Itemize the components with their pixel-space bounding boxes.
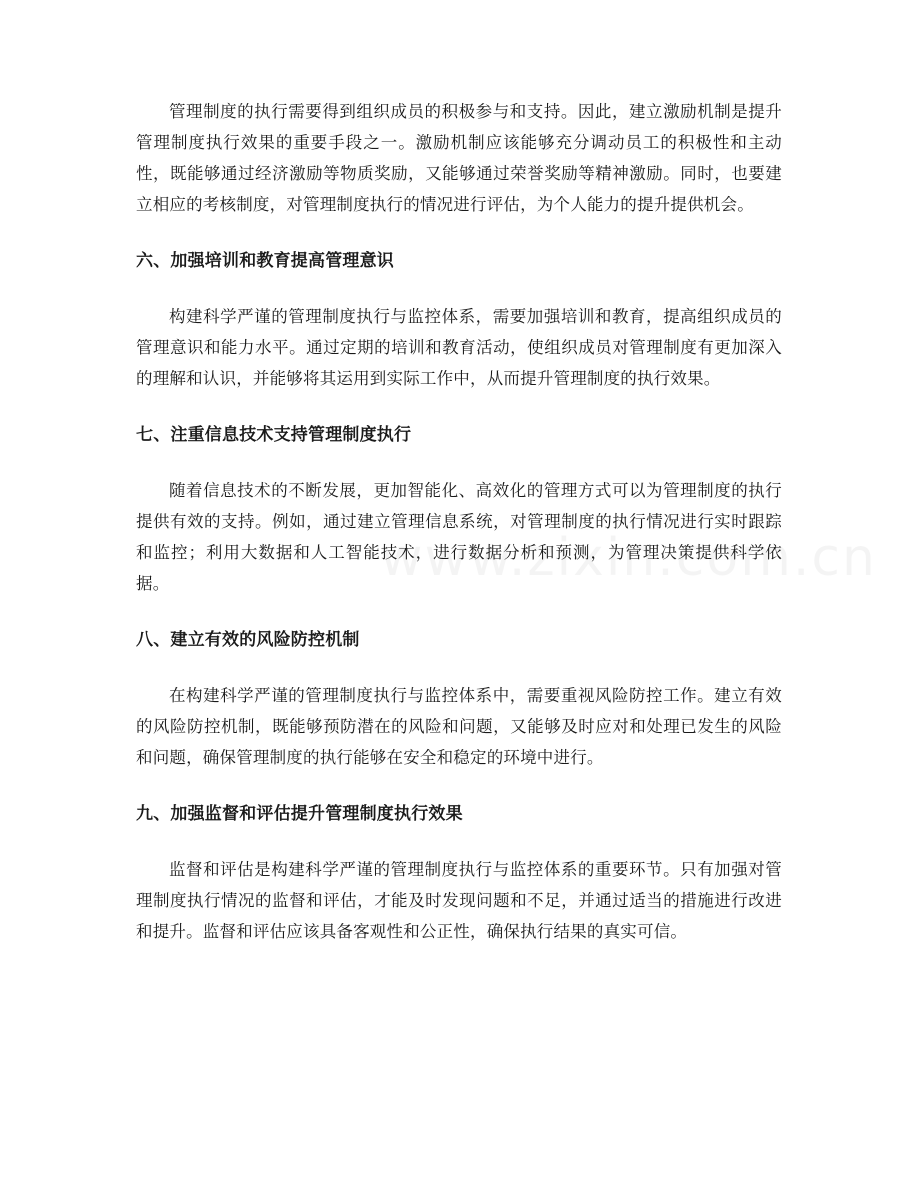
paragraph-section-8: 在构建科学严谨的管理制度执行与监控体系中，需要重视风险防控工作。建立有效的风险防控机制，既能够预防潜在的风险和问题，又能够及时应对和处理已发生的风险和问题，确保管理制度的执行能够在安全和稳定的环境中进行。 xyxy=(136,686,782,767)
heading-section-7: 七、注重信息技术支持管理制度执行 xyxy=(136,425,412,445)
heading-section-6: 六、加强培训和教育提高管理意识 xyxy=(136,251,394,271)
watermark-text xyxy=(380,528,877,588)
paragraph-section-7: 随着信息技术的不断发展，更加智能化、高效化的管理方式可以为管理制度的执行提供有效的支持。例如，通过建立管理信息系统，对管理制度的执行情况进行实时跟踪和监控；利用大数据和人工智能技术，进行数据分析和预测，为管理决策提供科学依据。 xyxy=(136,481,782,593)
heading-section-9: 九、加强监督和评估提升管理制度执行效果 xyxy=(136,804,463,824)
heading-section-8: 八、建立有效的风险防控机制 xyxy=(136,630,360,650)
paragraph-section-6: 构建科学严谨的管理制度执行与监控体系，需要加强培训和教育，提高组织成员的管理意识和能力水平。通过定期的培训和教育活动，使组织成员对管理制度有更加深入的理解和认识，并能够将其运用到实际工作中，从而提升管理制度的执行效果。 xyxy=(136,307,782,388)
paragraph-incentive: 管理制度的执行需要得到组织成员的积极参与和支持。因此，建立激励机制是提升管理制度执行效果的重要手段之一。激励机制应该能够充分调动员工的积极性和主动性，既能够通过经济激励等物质奖励，又能够通过荣誉奖励等精神激励。同时，也要建立相应的考核制度，对管理制度执行的情况进行评估，为个人能力的提升提供机会。 xyxy=(136,102,782,214)
paragraph-section-9: 监督和评估是构建科学严谨的管理制度执行与监控体系的重要环节。只有加强对管理制度执行情况的监督和评估，才能及时发现问题和不足，并通过适当的措施进行改进和提升。监督和评估应该具备客观性和公正性，确保执行结果的真实可信。 xyxy=(136,860,782,941)
